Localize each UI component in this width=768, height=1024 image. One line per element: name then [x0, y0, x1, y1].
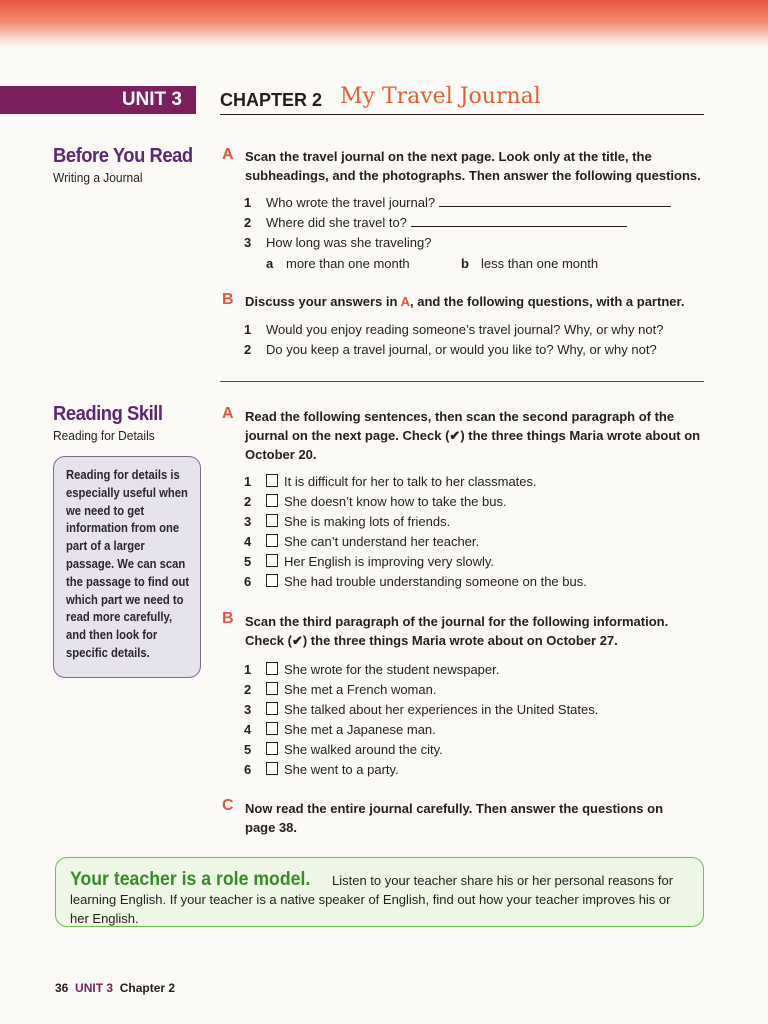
reading-b-instruction: Scan the third paragraph of the journal for the following information. Check (✔) the three things Maria wrote about on October 27. — [245, 614, 669, 648]
footer-unit: UNIT 3 — [75, 981, 114, 995]
checklist-item: 5 Her English is improving very slowly. — [244, 554, 494, 569]
checkbox[interactable] — [266, 534, 278, 547]
section-letter-a: A — [222, 405, 234, 422]
checklist-item: 6 She went to a party. — [244, 762, 399, 777]
reading-skill-subheading: Reading for Details — [53, 428, 155, 443]
section-letter-c: C — [222, 797, 234, 814]
section-letter-a: A — [222, 146, 234, 163]
section-divider — [220, 381, 704, 382]
footer-chapter: Chapter 2 — [119, 981, 176, 995]
teacher-tip-text: Your teacher is a role model. Listen to your teacher share his or her personal reasons for learning English. If your teacher is a native speaker of English, find out how your teacher improves his or her English. — [70, 869, 674, 926]
checklist-item: 3 She is making lots of friends. — [244, 514, 451, 529]
question-item: 1 Who wrote the travel journal? — [244, 194, 671, 212]
reading-skill-heading: Reading Skill — [53, 403, 163, 425]
checkbox[interactable] — [266, 682, 278, 695]
checklist-item: 1 She wrote for the student newspaper. — [244, 662, 500, 677]
reading-a-instruction: Read the following sentences, then scan the second paragraph of the journal on the next page. Check (✔) the three things Maria wrote about on October 20. — [245, 409, 701, 462]
checklist-item: 5 She walked around the city. — [244, 742, 443, 757]
reading-tip-box — [53, 456, 201, 678]
page-footer — [55, 981, 175, 995]
section-letter-b: B — [222, 610, 234, 627]
checkbox[interactable] — [266, 742, 278, 755]
checklist-item: 6 She had trouble understanding someone on the bus. — [244, 574, 587, 589]
unit-label: UNIT 3 — [0, 86, 196, 114]
checkbox[interactable] — [266, 474, 278, 487]
answer-blank[interactable] — [411, 215, 627, 227]
question-item: 1 Would you enjoy reading someone’s travel journal? Why, or why not? — [244, 322, 664, 337]
section-b-instruction: Discuss your answers in A, and the following questions, with a partner. — [245, 294, 685, 309]
page-number: 36 — [55, 981, 69, 995]
reading-tip-text: Reading for details is especially useful when we need to get information from one part of a larger passage. We can scan the passage to find out which part we need to read more carefully, and then look for specific details. — [66, 468, 190, 660]
option-b: b less than one month — [461, 256, 599, 271]
before-you-read-subheading: Writing a Journal — [53, 170, 143, 185]
checkbox[interactable] — [266, 662, 278, 675]
checkbox[interactable] — [266, 722, 278, 735]
checkbox[interactable] — [266, 554, 278, 567]
checklist-item: 1 It is difficult for her to talk to her classmates. — [244, 474, 537, 489]
teacher-tip-box — [55, 857, 704, 927]
option-a: a more than one month — [266, 256, 410, 271]
section-a-instruction: Scan the travel journal on the next page. Look only at the title, the subheadings, and the photographs. Then answer the following questions. — [245, 149, 701, 183]
checkbox[interactable] — [266, 762, 278, 775]
reading-c-instruction: Now read the entire journal carefully. Then answer the questions on page 38. — [245, 801, 664, 835]
checklist-item: 3 She talked about her experiences in the United States. — [244, 702, 599, 717]
checklist-item: 2 She doesn’t know how to take the bus. — [244, 494, 507, 509]
checkbox[interactable] — [266, 574, 278, 587]
question-item: 2 Where did she travel to? — [244, 214, 627, 232]
checklist-item: 4 She met a Japanese man. — [244, 722, 436, 737]
teacher-tip-heading: Your teacher is a role model. — [70, 869, 311, 890]
top-color-band — [0, 0, 768, 48]
question-item: 3 How long was she traveling? — [244, 235, 432, 250]
checklist-item: 2 She met a French woman. — [244, 682, 437, 697]
section-letter-b: B — [222, 291, 234, 308]
checklist-item: 4 She can’t understand her teacher. — [244, 534, 480, 549]
checkbox[interactable] — [266, 514, 278, 527]
question-item: 2 Do you keep a travel journal, or would you like to? Why, or why not? — [244, 342, 657, 357]
before-you-read-heading: Before You Read — [53, 145, 193, 167]
chapter-title: My Travel Journal — [340, 84, 541, 109]
checkbox[interactable] — [266, 702, 278, 715]
answer-blank[interactable] — [439, 195, 671, 207]
chapter-heading — [220, 84, 704, 115]
chapter-label: CHAPTER 2 — [220, 90, 323, 110]
checkbox[interactable] — [266, 494, 278, 507]
